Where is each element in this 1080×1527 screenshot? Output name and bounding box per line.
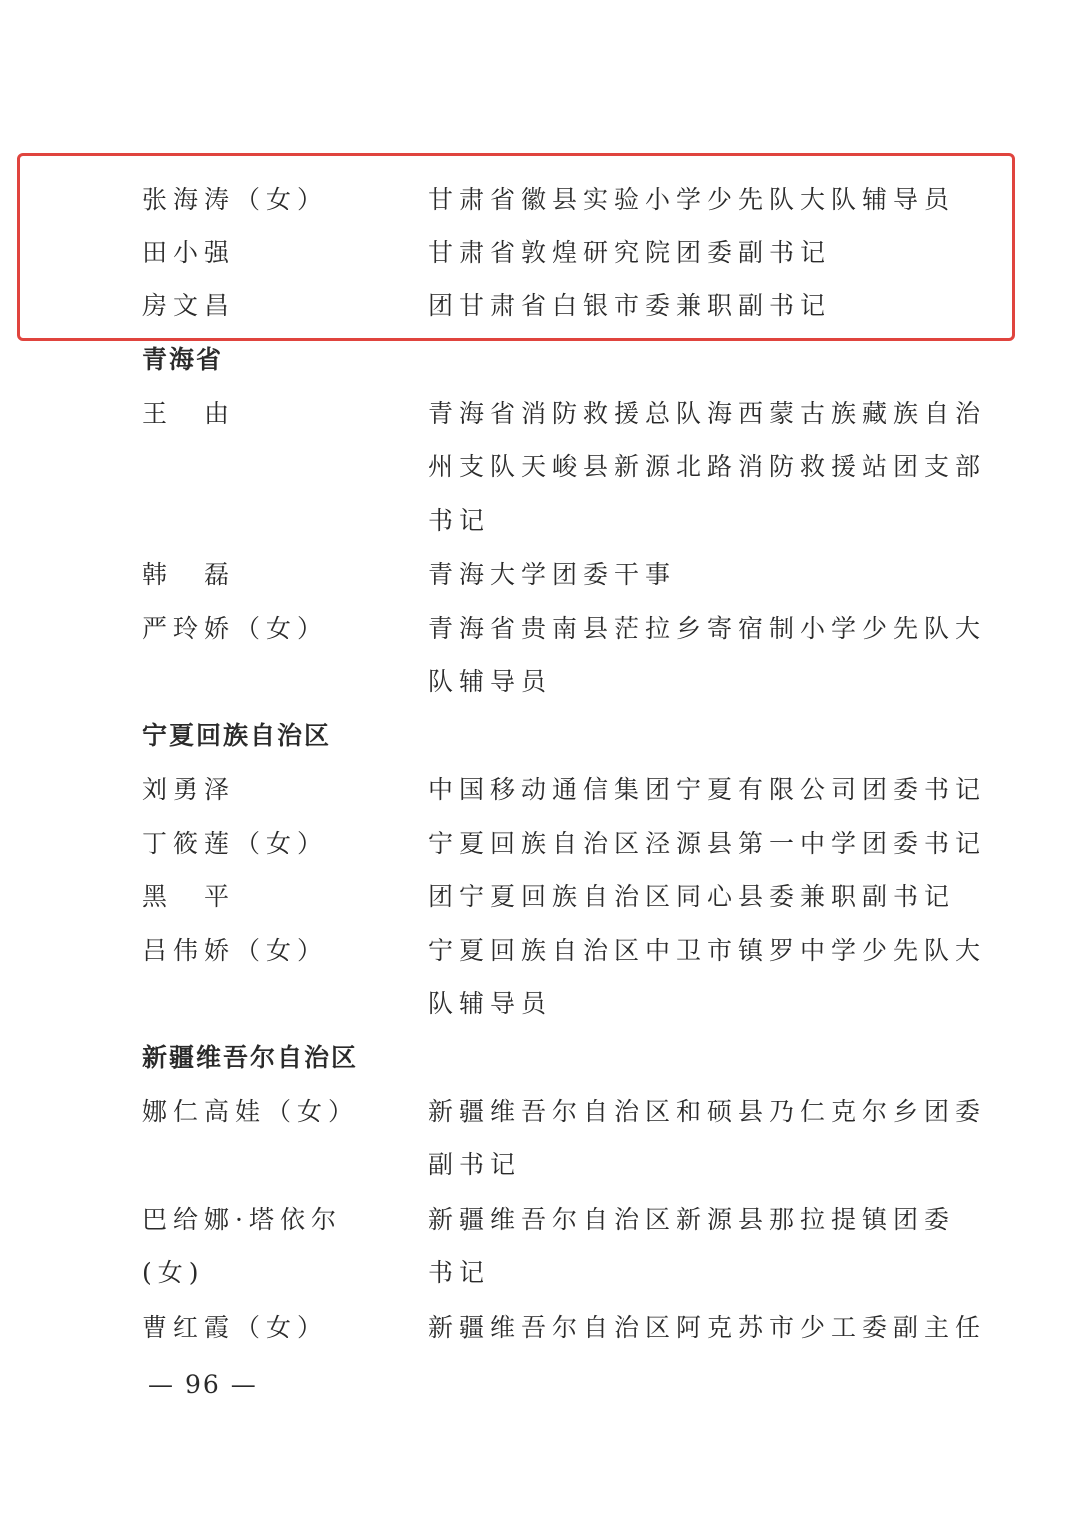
list-item-role: 宁夏回族自治区中卫市镇罗中学少先队大 <box>428 936 987 965</box>
list-item-role: 队辅导员 <box>428 989 553 1018</box>
list-item-role: 新疆维吾尔自治区和硕县乃仁克尔乡团委 <box>428 1097 987 1126</box>
list-item-role: 青海省贵南县茫拉乡寄宿制小学少先队大 <box>428 614 987 643</box>
list-item-name: 曹红霞（女） <box>142 1313 329 1342</box>
list-item-role: 甘肃省敦煌研究院团委副书记 <box>428 238 832 267</box>
list-item-name: 韩 磊 <box>142 560 236 589</box>
list-item-role: 甘肃省徽县实验小学少先队大队辅导员 <box>428 185 956 214</box>
list-item-role: 新疆维吾尔自治区新源县那拉提镇团委 <box>428 1205 956 1234</box>
list-item-name: (女) <box>142 1258 205 1287</box>
page-number: — 96 — <box>148 1370 258 1399</box>
list-item-name: 严玲娇（女） <box>142 614 329 643</box>
list-item-name: 刘勇泽 <box>142 775 236 804</box>
list-item-role: 新疆维吾尔自治区阿克苏市少工委副主任 <box>428 1313 987 1342</box>
list-item-name: 吕伟娇（女） <box>142 936 329 965</box>
list-item-name: 娜仁高娃（女） <box>142 1097 360 1126</box>
list-item-name: 黑 平 <box>142 882 236 911</box>
list-item-role: 队辅导员 <box>428 667 553 696</box>
list-item-name: 田小强 <box>142 238 236 267</box>
list-item-role: 宁夏回族自治区泾源县第一中学团委书记 <box>428 829 987 858</box>
list-item-role: 书记 <box>428 506 491 535</box>
section-heading-ningxia: 宁夏回族自治区 <box>142 721 332 750</box>
list-item-name: 张海涛（女） <box>142 185 329 214</box>
list-item-role: 团甘肃省白银市委兼职副书记 <box>428 291 832 320</box>
list-item-role: 书记 <box>428 1258 491 1287</box>
section-heading-qinghai: 青海省 <box>142 345 224 374</box>
list-item-role: 青海省消防救援总队海西蒙古族藏族自治 <box>428 399 987 428</box>
section-heading-xinjiang: 新疆维吾尔自治区 <box>142 1043 359 1072</box>
list-item-name: 房文昌 <box>142 291 236 320</box>
list-item-name: 丁筱莲（女） <box>142 829 329 858</box>
list-item-role: 中国移动通信集团宁夏有限公司团委书记 <box>428 775 987 804</box>
list-item-name: 王 由 <box>142 399 236 428</box>
list-item-role: 副书记 <box>428 1150 522 1179</box>
list-item-role: 团宁夏回族自治区同心县委兼职副书记 <box>428 882 956 911</box>
list-item-role: 州支队天峻县新源北路消防救援站团支部 <box>428 452 987 481</box>
list-item-name: 巴给娜·塔依尔 <box>142 1205 342 1234</box>
list-item-role: 青海大学团委干事 <box>428 560 677 589</box>
